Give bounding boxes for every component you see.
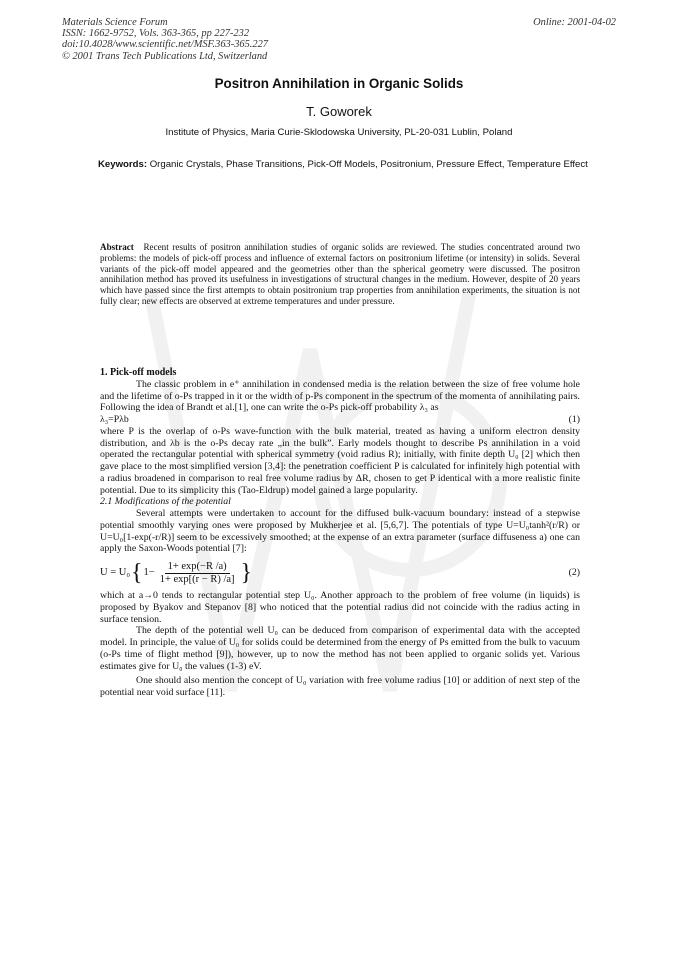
paper-title: Positron Annihilation in Organic Solids — [214, 76, 464, 91]
equation-1 — [100, 414, 580, 426]
equation-2-formula — [100, 561, 253, 586]
equation-1-number: (1) — [568, 414, 580, 425]
paragraph-2: where P is the overlap of o-Ps wave-function with the bulk material, treated as having a uniform electron density distribution, and λb is the o-Ps decay rate „in the bulk”. Early models thought to describe Ps annihilation in a void operated the rectangular potential with spherical symmetry (void radius R); initially, with finite depth U₀ [2] which then gave place to the most simplified version [3,4]: the penetration coefficient P is calculated for infinitely high potential with a radius broadened in comparison to real free volume radius by ΔR, chosen to get P identical with a more realistic finite potential. Due to its simplicity this (Tao-Eldrup) model gained a large popularity. — [100, 425, 580, 496]
journal-name: Materials Science Forum — [62, 17, 168, 28]
body-text — [100, 367, 580, 699]
copyright-line: © 2001 Trans Tech Publications Ltd, Switzerland — [62, 50, 268, 62]
keywords-block — [98, 159, 588, 170]
keywords-text: Organic Crystals, Phase Transitions, Pick-Off Models, Positronium, Pressure Effect, Temperature Effect — [149, 159, 588, 170]
right-brace: } — [240, 560, 253, 586]
doi-line[interactable]: doi:10.4028/www.scientific.net/MSF.363-365.227 — [62, 39, 268, 51]
paragraph-3: Several attempts were undertaken to account for the diffused bulk-vacuum boundary: instead of a stepwise potential smoothly varying ones were proposed by Mukherjee et al. [5,6,7]. The potentials of type U=U₀tanh²(r/R) or U=U₀[1-exp(-r/R)] seem to be excessively smoothed; at the expense of an extra parameter (surface diffuseness a) one can apply the Saxon-Woods potential [7]: — [100, 508, 580, 555]
online-date: Online: 2001-04-02 — [533, 17, 616, 28]
subsection-heading: 2.1 Modifications of the potential — [100, 496, 231, 508]
equation-2-one: 1− — [143, 567, 155, 579]
abstract-text: Recent results of positron annihilation studies of organic solids are reviewed. The studies concentrated around two problems: the models of pick-off process and influence of external factors on positronium lifetime (or intensity) in solids. Several variants of the pick-off model appeared and the geometries other than the spherical geometry were discussed. The positron annihilation method has proved its usefulness in investigations of structural changes in the medium. However, despite of 20 years which have passed since the first attempts to obtain positronium trap properties from annihilation experiments, the situation is not fully clear; new effects are observed at extreme temperatures and under pressure. — [100, 242, 580, 306]
equation-2-denominator: 1+ exp[(r − R) /a] — [159, 573, 235, 585]
section-heading: 1. Pick-off models — [100, 367, 177, 378]
paragraph-5: The depth of the potential well U₀ can be deduced from comparison of experimental data with the accepted model. In principle, the value of U₀ for solids could be determined from the energy of Ps emitted from the bulk to vacuum (o-Ps time of flight method [9]), however, up to now the method has not been applied to organic solids yet. Various estimates give for U₀ the values (1-3) eV. — [100, 625, 580, 672]
keywords-label: Keywords: — [98, 159, 148, 170]
abstract-label: Abstract — [100, 242, 134, 252]
abstract-block — [100, 242, 580, 307]
left-brace: { — [131, 560, 143, 586]
equation-2-lhs: U = U₀ — [100, 567, 130, 579]
paragraph-1: The classic problem in e⁺ annihilation in condensed media is the relation between the size of free volume hole and the lifetime of o-Ps trapped in it or the width of p-Ps component in the spectrum of the momenta of annihilating pairs. Following the idea of Brandt et al.[1], one can write the o-Ps pick-off probability λ₃ as — [100, 378, 580, 414]
issn-line: ISSN: 1662-9752, Vols. 363-365, pp 227-232 — [62, 28, 250, 40]
equation-1-formula: λ₃=Pλb — [100, 414, 129, 425]
equation-2-fraction — [157, 561, 238, 586]
journal-header — [62, 17, 268, 62]
equation-2-number: (2) — [568, 567, 580, 579]
author-name: T. Goworek — [306, 104, 372, 119]
paragraph-6: One should also mention the concept of U₀ variation with free volume radius [10] or addition of next step of the potential near void surface [11]. — [100, 675, 580, 698]
equation-2-numerator: 1+ exp(−R /a) — [165, 561, 230, 574]
equation-2 — [100, 558, 580, 588]
paragraph-4: which at a→0 tends to rectangular potential step U₀. Another approach to the problem of free volume (in liquids) is proposed by Byakov and Stepanov [8] who noticed that the potential radius did not coincide with the radius acting in surface tension. — [100, 590, 580, 625]
affiliation: Institute of Physics, Maria Curie-Sklodowska University, PL-20-031 Lublin, Poland — [165, 127, 513, 138]
